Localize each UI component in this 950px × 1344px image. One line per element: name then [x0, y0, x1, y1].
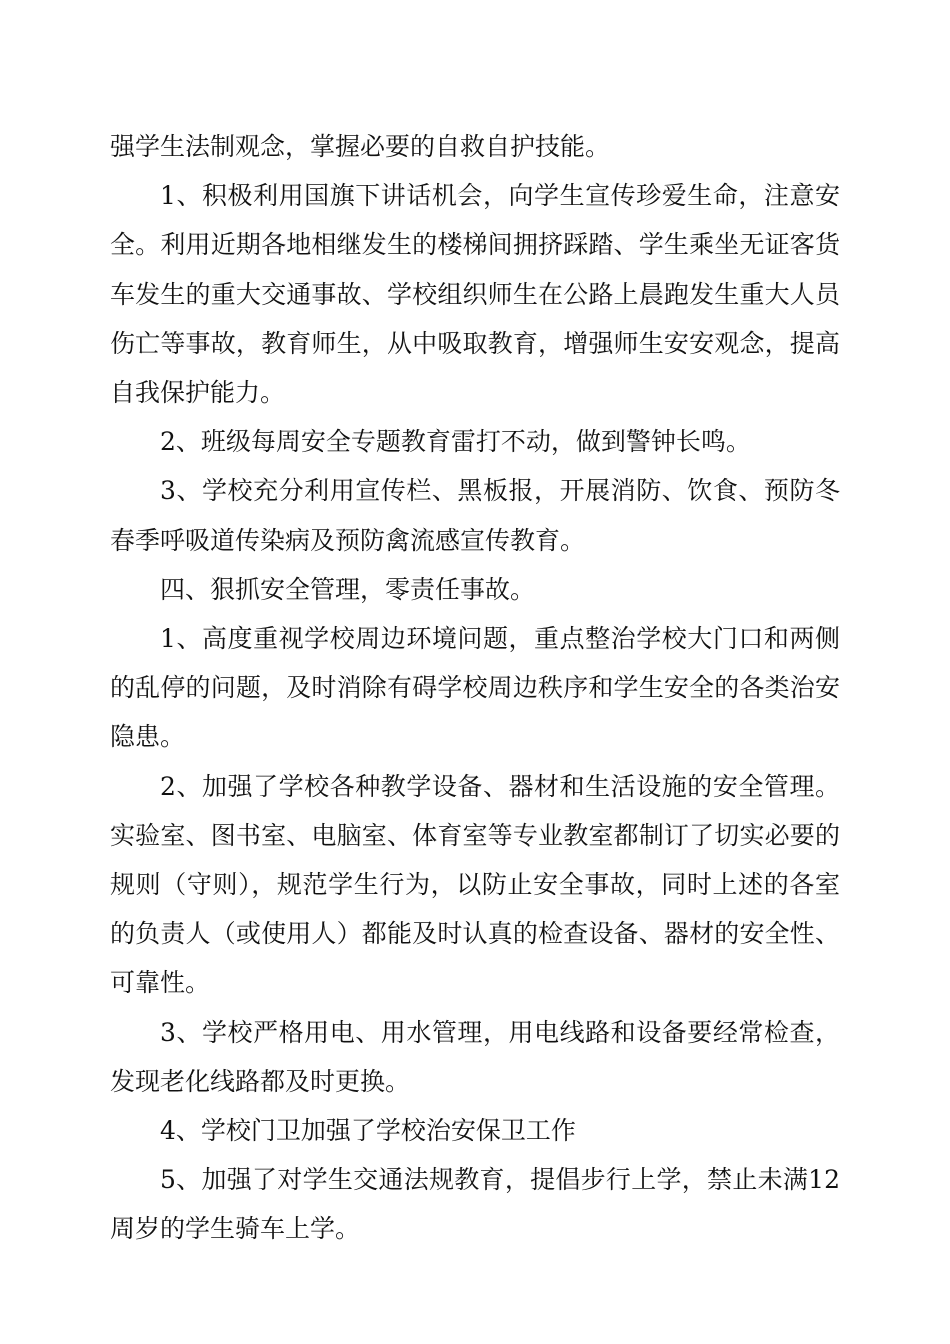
paragraph-4-2-equipment: 2、加强了学校各种教学设备、器材和生活设施的安全管理。实验室、图书室、电脑室、体育室等专业教室都制订了切实必要的规则（守则），规范学生行为，以防止安全事故，同时上述的各室的负责人（或使用人）都能及时认真的检查设备、器材的安全性、可靠性。: [110, 771, 840, 998]
paragraph-4-4-security: 4、学校门卫加强了学校治安保卫工作: [160, 1116, 576, 1146]
document-page: [110, 122, 840, 1254]
paragraph-2-weekly-education: 2、班级每周安全专题教育雷打不动，做到警钟长鸣。: [160, 427, 751, 457]
paragraph-4-5-traffic: 5、加强了对学生交通法规教育，提倡步行上学，禁止未满12周岁的学生骑车上学。: [110, 1165, 840, 1244]
paragraph-4-1-surroundings: 1、高度重视学校周边环境问题，重点整治学校大门口和两侧的乱停的问题，及时消除有碍学校周边秩序和学生安全的各类治安隐患。: [110, 624, 840, 752]
paragraph-4-3-electricity: 3、学校严格用电、用水管理，用电线路和设备要经常检查，发现老化线路都及时更换。: [110, 1017, 840, 1096]
paragraph-3-publicity: 3、学校充分利用宣传栏、黑板报，开展消防、饮食、预防冬春季呼吸道传染病及预防禽流感宣传教育。: [110, 476, 840, 555]
paragraph-continuation: 强学生法制观念，掌握必要的自救自护技能。: [110, 132, 611, 161]
paragraph-1-flag-speech: 1、积极利用国旗下讲话机会，向学生宣传珍爱生命，注意安全。利用近期各地相继发生的楼梯间拥挤踩踏、学生乘坐无证客货车发生的重大交通事故、学校组织师生在公路上晨跑发生重大人员伤亡等事故，教育师生，从中吸取教育，增强师生安安观念，提高自我保护能力。: [110, 181, 840, 408]
section-heading-4: 四、狠抓安全管理，零责任事故。: [160, 574, 536, 604]
